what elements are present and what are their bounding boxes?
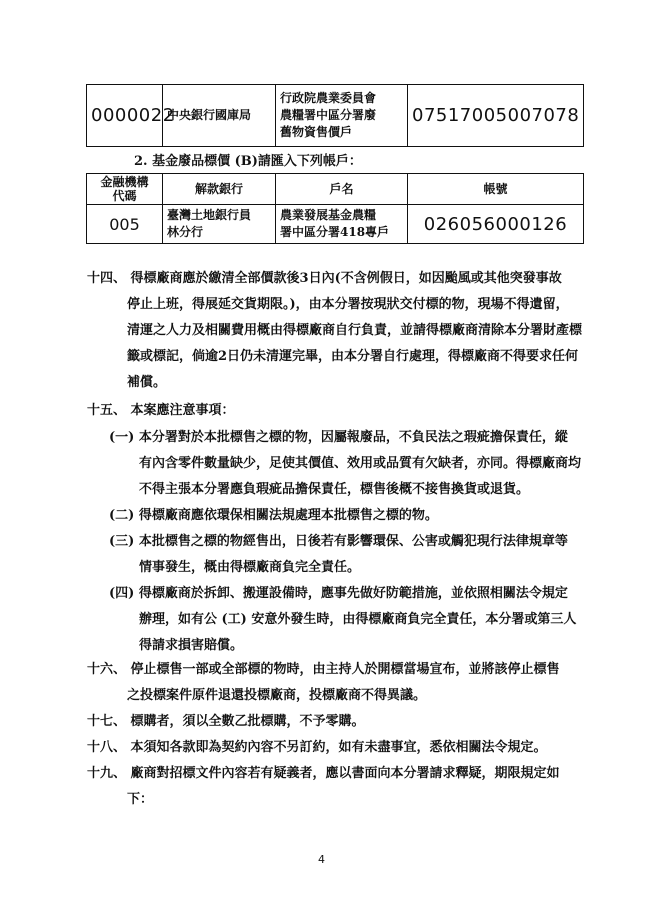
bank-name-cell [163,205,276,244]
section-14-line: 籤或標記，倘逾2日仍未清運完畢，由本分署自行處理，得標廠商不得要求任何 [127,349,579,364]
bank-name-line: 林分行 [167,225,204,239]
section-14-line: 清運之人力及相關費用概由得標廠商自行負責，並請得標廠商清除本分署財產標 [127,323,583,338]
section-15-heading: 十五、 本案應注意事項： [87,403,235,418]
account-name-line: 農業發展基金農糧 [280,208,377,222]
section-15-item-1-line: 有內含零件數量缺少，足使其價值、效用或品質有欠缺者，亦同。得標廠商均 [139,456,582,471]
section-15-item-4-line: 辦理，如有公 (工) 安意外發生時，由得標廠商負完全責任，本分署或第三人 [139,612,577,627]
section-17-line: 十七、 標購者，須以全數乙批標購，不予零購。 [87,714,365,729]
account-table-2 [86,173,584,244]
account-number-cell: 026056000126 [408,205,584,244]
account-number-cell: 07517005007078 [408,85,584,147]
account-table-1 [86,84,584,147]
section-15-item-4-line: (四) 得標廠商於拆卸、搬運設備時，應事先做好防範措施，並依照相關法令規定 [109,586,568,601]
table-row [87,85,584,147]
section-15-item-1-line: 不得主張本分署應負瑕疵品擔保責任，標售後概不接售換貨或退貨。 [139,482,530,497]
section-15-item-1-line: (一) 本分署對於本批標售之標的物，因屬報廢品，不負民法之瑕疵擔保責任，縱 [109,430,568,445]
table-header-row [87,174,584,205]
section-15-item-4-line: 得請求損害賠償。 [139,638,244,653]
account-name-line: 行政院農業委員會 [280,91,377,105]
bank-code-cell: 005 [87,205,163,244]
header-code-line: 代碼 [112,189,137,203]
section-14-line: 補償。 [127,375,167,390]
account-name-cell [276,85,408,147]
account-name-line: 舊物資售價戶 [280,125,353,139]
section-14-line: 停止上班，得展延交貨期限。)，由本分署按現狀交付標的物，現場不得遺留， [127,297,569,312]
account-name-cell [276,205,408,244]
section-15-item-3-line: (三) 本批標售之標的物經售出，日後若有影響環保、公害或觸犯現行法律規章等 [109,534,568,549]
header-account-name: 戶名 [276,174,408,205]
bank-name-cell: 中央銀行國庫局 [163,85,276,147]
header-bank: 解款銀行 [163,174,276,205]
header-code [87,174,163,205]
header-code-line: 金融機構 [100,175,149,189]
subheading: 2. 基金廢品標價 (B)請匯入下列帳戶： [134,154,362,169]
section-14-line: 十四、 得標廠商應於繳清全部價款後3日內(不含例假日，如因颱風或其他突發事故 [87,271,562,286]
section-19-line: 下： [127,792,154,807]
section-15-item-3-line: 情事發生，概由得標廠商負完全責任。 [139,560,361,575]
section-16-line: 之投標案件原件退還投標廠商，投標廠商不得異議。 [127,688,427,703]
bank-code-cell: 0000022 [87,85,163,147]
section-18-line: 十八、 本須知各款即為契約內容不另訂約，如有未盡事宜，悉依相關法令規定。 [87,740,547,755]
section-15-item-2-line: (二) 得標廠商應依環保相關法規處理本批標售之標的物。 [109,508,438,523]
section-19-line: 十九、 廠商對招標文件內容若有疑義者，應以書面向本分署請求釋疑，期限規定如 [87,766,560,781]
table-row [87,205,584,244]
header-account-number: 帳號 [408,174,584,205]
bank-name-line: 臺灣土地銀行員 [167,208,252,222]
account-name-line: 署中區分署418專戶 [280,225,390,239]
account-name-line: 農糧署中區分署廢 [280,108,377,122]
section-16-line: 十六、 停止標售一部或全部標的物時，由主持人於開標當場宣布，並將該停止標售 [87,662,560,677]
page-number: 4 [318,853,325,866]
